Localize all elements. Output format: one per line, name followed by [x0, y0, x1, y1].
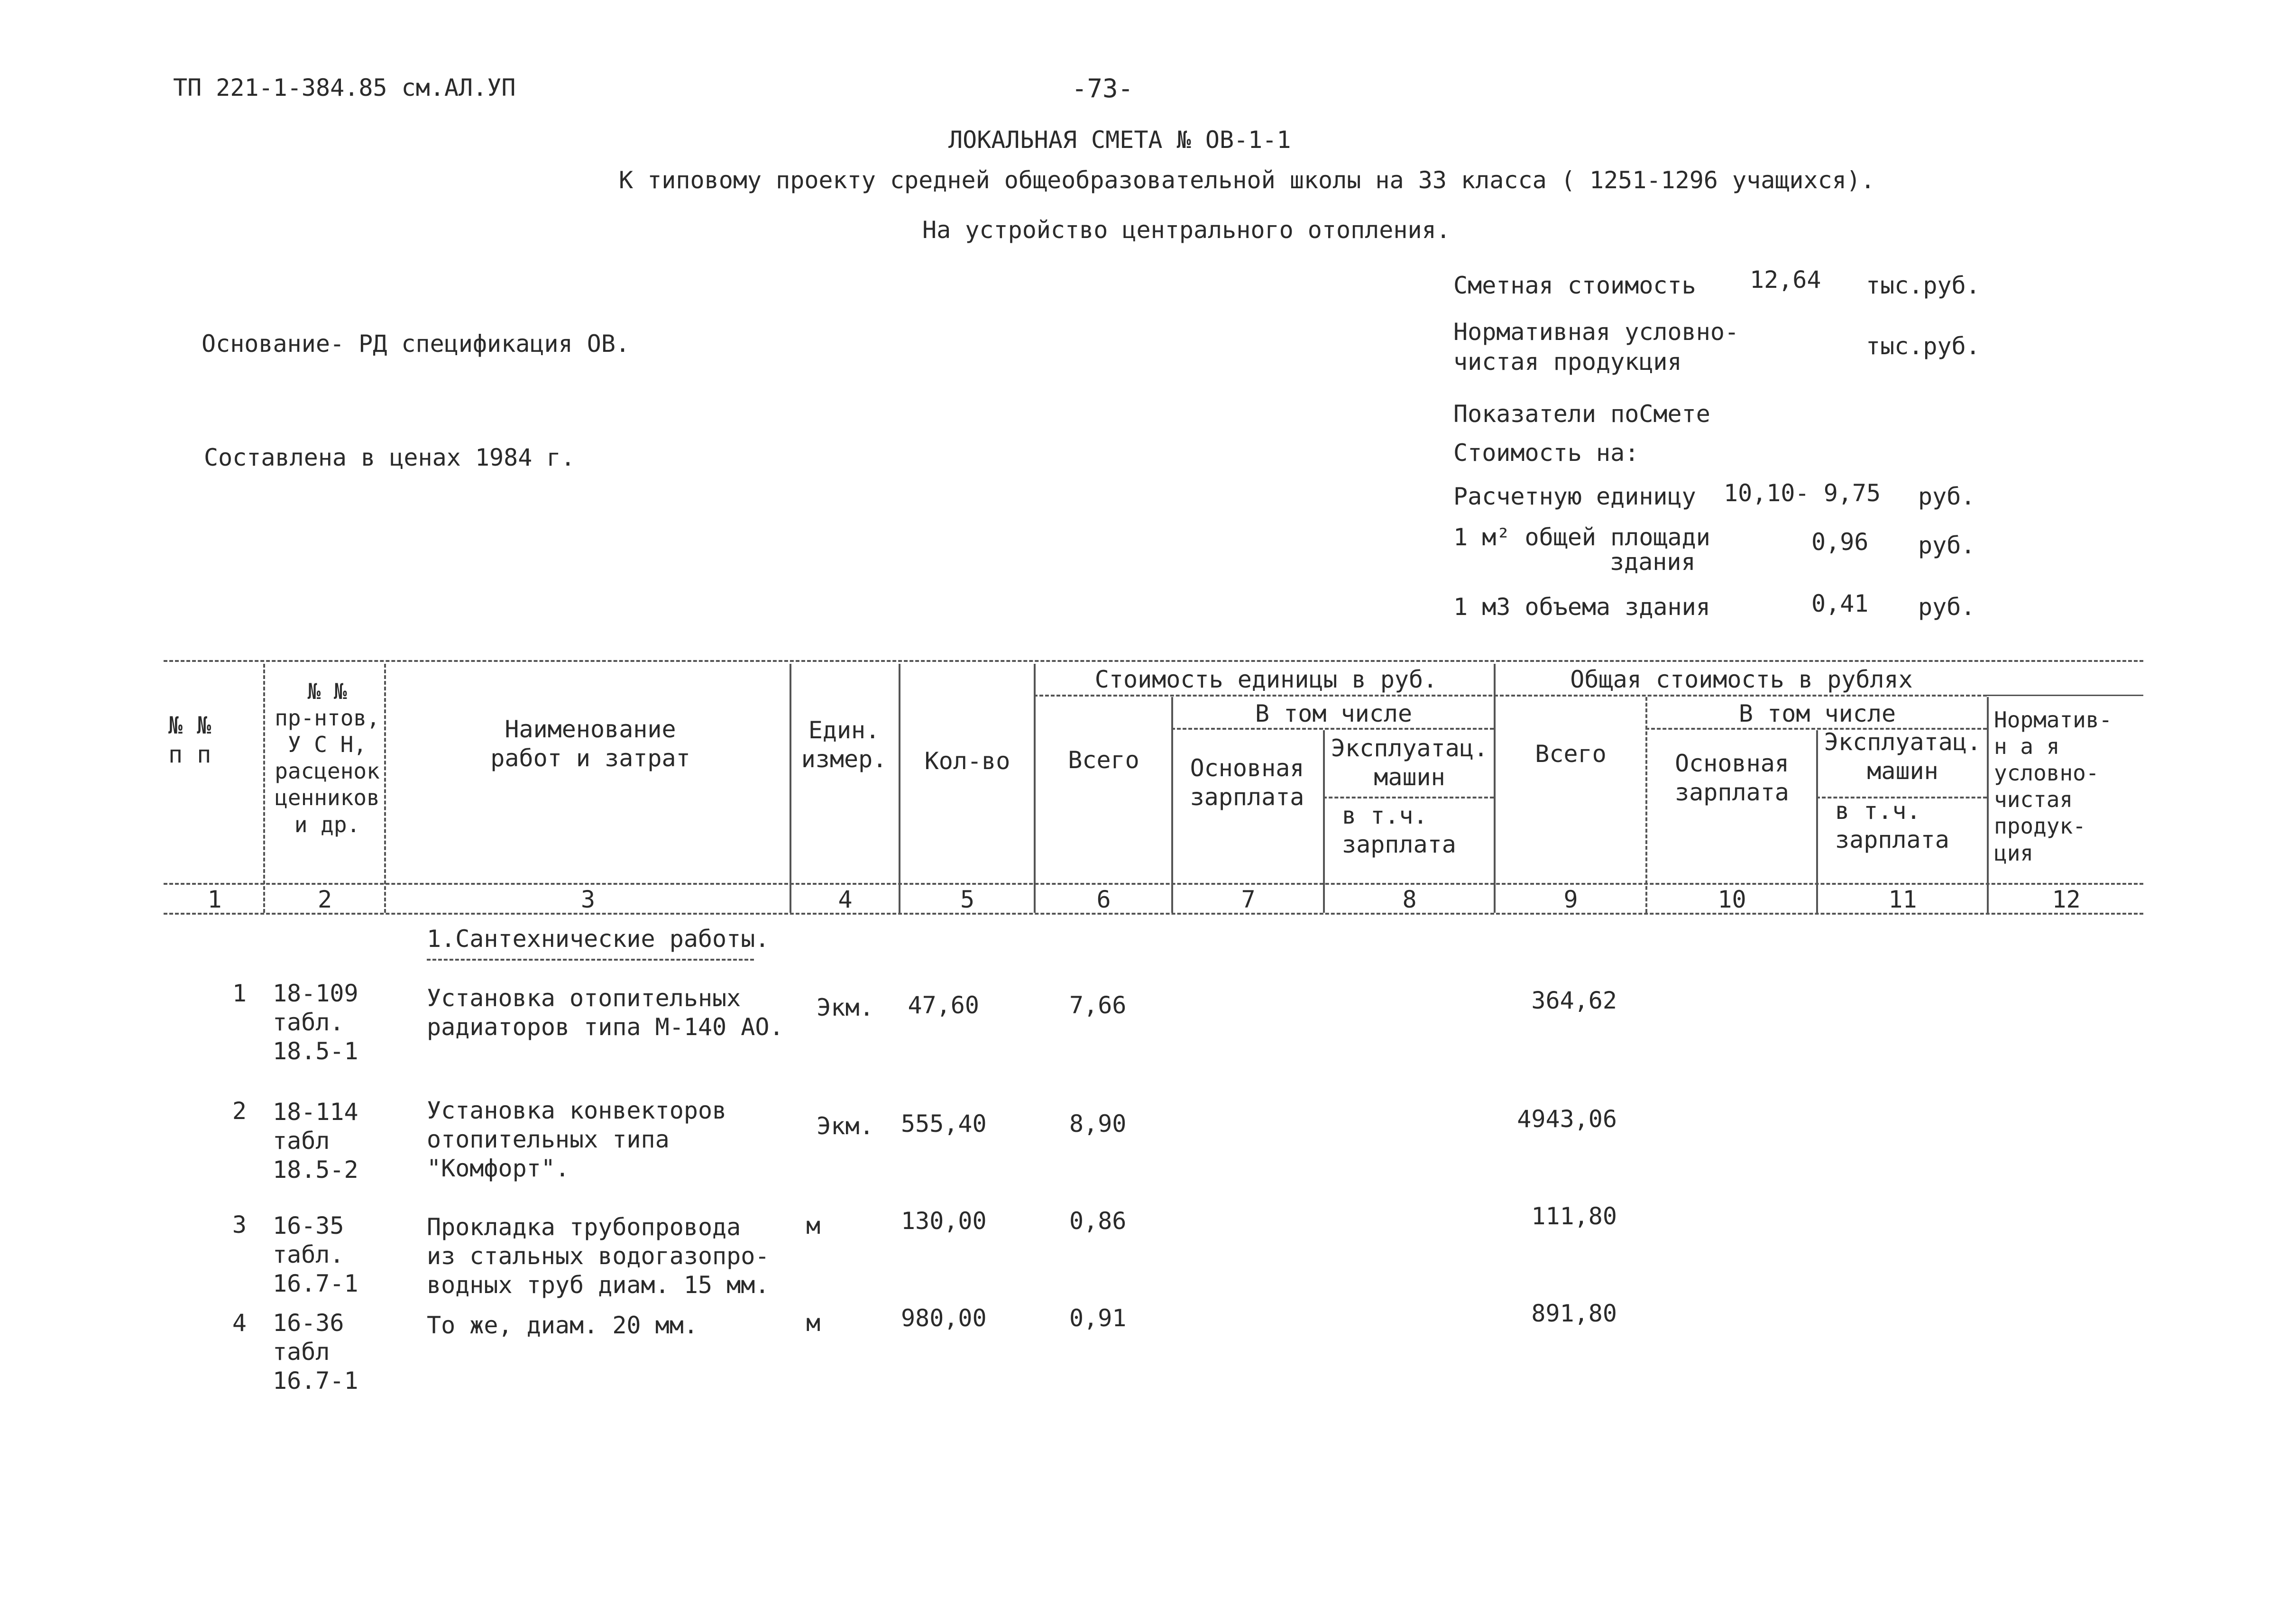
- row-unit-price: 0,86: [1069, 1207, 1127, 1235]
- row-unit-price: 0,91: [1069, 1304, 1127, 1332]
- header-unit-total: Всего: [1068, 746, 1139, 774]
- header-code: № № пр-нтов, У С Н, расценок ценников и др.: [275, 679, 380, 837]
- summary-indicators-label: Показатели поСмете: [1453, 400, 1710, 428]
- header-total-base-salary: Основная зарплата: [1675, 750, 1789, 806]
- row-work-name: То же, диам. 20 мм.: [427, 1312, 698, 1339]
- header-work-name: Наименование работ и затрат: [490, 716, 690, 772]
- summary-norm-label-1: Нормативная условно-: [1453, 318, 1739, 346]
- page-title: ЛОКАЛЬНАЯ СМЕТА № ОВ-1-1: [948, 126, 1291, 154]
- summary-volume-label: 1 м3 объема здания: [1453, 593, 1710, 621]
- col-number: 8: [1402, 886, 1417, 913]
- col-divider-3: [790, 664, 791, 913]
- col-divider-11: [1987, 697, 1989, 913]
- row-total-cost: 111,80: [1531, 1202, 1617, 1230]
- row-unit: Экм.: [817, 994, 874, 1021]
- header-unit-base-salary: Основная зарплата: [1190, 754, 1304, 811]
- table-top-rule: [164, 660, 2143, 662]
- row-work-name: Установка отопительных радиаторов типа М-140 АО.: [427, 984, 784, 1041]
- row-unit-price: 8,90: [1069, 1110, 1127, 1138]
- row-work-name: Установка конвекторов отопительных типа "Комфорт".: [427, 1097, 727, 1182]
- col-divider-5: [1034, 664, 1036, 913]
- summary-unit-unit: руб.: [1918, 483, 1975, 510]
- header-normative: Норматив- н а я условно- чистая продук- ция: [1994, 707, 2112, 866]
- header-total-incl: В том числе: [1738, 700, 1896, 727]
- row-quantity: 47,60: [908, 991, 979, 1019]
- row-code: 18-114 табл 18.5-2: [273, 1098, 358, 1184]
- row-work-name: Прокладка трубопровода из стальных водогазопро- водных труб диам. 15 мм.: [427, 1213, 770, 1299]
- header-total-total: Всего: [1535, 740, 1607, 768]
- col-divider-9: [1645, 697, 1647, 913]
- cost-group-rule: [1034, 695, 1987, 697]
- col-number: 3: [580, 886, 596, 913]
- row-number: 1: [232, 980, 247, 1007]
- header-unit-cost-group: Стоимость единицы в руб.: [1094, 666, 1438, 693]
- row-unit: Экм.: [817, 1112, 874, 1140]
- col-number: 12: [2052, 886, 2081, 913]
- summary-unit-label: Расчетную единицу: [1453, 483, 1696, 510]
- summary-norm-label-2: чистая продукция: [1453, 348, 1682, 376]
- section-title-underline: [427, 959, 754, 961]
- summary-area-value: 0,96: [1811, 528, 1869, 556]
- header-total-cost-group: Общая стоимость в рублях: [1570, 666, 1913, 693]
- header-bottom-rule: [164, 883, 2143, 885]
- basis-text: Основание- РД спецификация ОВ.: [202, 330, 630, 358]
- col-divider-4: [899, 664, 900, 913]
- col-divider-8: [1494, 664, 1496, 913]
- summary-cost-unit: тыс.руб.: [1866, 272, 1980, 299]
- summary-area-label-2: здания: [1610, 548, 1696, 576]
- row-unit: м: [806, 1309, 821, 1337]
- summary-area-label-1: 1 м² общей площади: [1453, 523, 1710, 551]
- row-code: 16-35 табл. 16.7-1: [273, 1212, 358, 1297]
- header-unit-incl: В том числе: [1255, 700, 1413, 727]
- header-unit-machines: Эксплуатац. машин: [1331, 734, 1488, 791]
- col-number: 11: [1888, 886, 1917, 913]
- row-unit: м: [806, 1212, 821, 1239]
- row-code: 18-109 табл. 18.5-1: [273, 980, 358, 1065]
- row-quantity: 130,00: [901, 1207, 987, 1235]
- col-number: 5: [960, 886, 975, 913]
- row-total-cost: 364,62: [1531, 987, 1617, 1014]
- row-number: 4: [232, 1309, 247, 1337]
- header-total-machines: Эксплуатац. машин: [1824, 728, 1982, 785]
- col-number: 10: [1717, 886, 1746, 913]
- unit-machines-rule: [1323, 797, 1494, 798]
- row-unit-price: 7,66: [1069, 991, 1127, 1019]
- row-total-cost: 4943,06: [1517, 1105, 1617, 1133]
- summary-norm-unit: тыс.руб.: [1866, 332, 1980, 360]
- header-quantity: Кол-во: [924, 747, 1010, 775]
- summary-cost-value: 12,64: [1750, 266, 1821, 294]
- header-row-number: № № п п: [168, 712, 211, 768]
- page-number: -73-: [1072, 73, 1134, 103]
- summary-cost-on-label: Стоимость на:: [1453, 439, 1639, 467]
- col-number: 6: [1096, 886, 1111, 913]
- summary-unit-value: 10,10- 9,75: [1724, 479, 1881, 507]
- col-divider-10: [1816, 730, 1818, 913]
- summary-volume-value: 0,41: [1811, 590, 1869, 617]
- col-divider-7: [1323, 730, 1325, 913]
- summary-area-unit: руб.: [1918, 532, 1975, 559]
- row-quantity: 980,00: [901, 1304, 987, 1332]
- page-subtitle: К типовому проекту средней общеобразовательной школы на 33 класса ( 1251-1296 учащихся).: [619, 166, 1875, 194]
- summary-cost-label: Сметная стоимость: [1453, 272, 1696, 299]
- header-unit: Един. измер.: [801, 716, 887, 773]
- col-number: 2: [317, 886, 332, 913]
- row-number: 3: [232, 1211, 247, 1239]
- header-unit-incl-salary: в т.ч. зарплата: [1342, 802, 1456, 858]
- prices-text: Составлена в ценах 1984 г.: [204, 444, 575, 471]
- section-title: 1.Сантехнические работы.: [427, 925, 770, 953]
- row-number: 2: [232, 1097, 247, 1125]
- summary-volume-unit: руб.: [1918, 593, 1975, 621]
- col-number: 4: [838, 886, 853, 913]
- row-code: 16-36 табл 16.7-1: [273, 1309, 358, 1395]
- colnum-bottom-rule: [164, 913, 2143, 915]
- row-total-cost: 891,80: [1531, 1300, 1617, 1327]
- document-code: ТП 221-1-384.85 см.АЛ.УП: [173, 74, 516, 101]
- col-number: 1: [207, 886, 222, 913]
- estimate-purpose: На устройство центрального отопления.: [922, 216, 1451, 244]
- unit-incl-rule: [1171, 728, 1494, 730]
- col-number: 9: [1563, 886, 1578, 913]
- header-total-incl-salary: в т.ч. зарплата: [1835, 797, 1949, 853]
- col-divider-6: [1171, 697, 1173, 913]
- col-number: 7: [1241, 886, 1256, 913]
- normative-top-rule: [1987, 695, 2143, 696]
- row-quantity: 555,40: [901, 1110, 987, 1138]
